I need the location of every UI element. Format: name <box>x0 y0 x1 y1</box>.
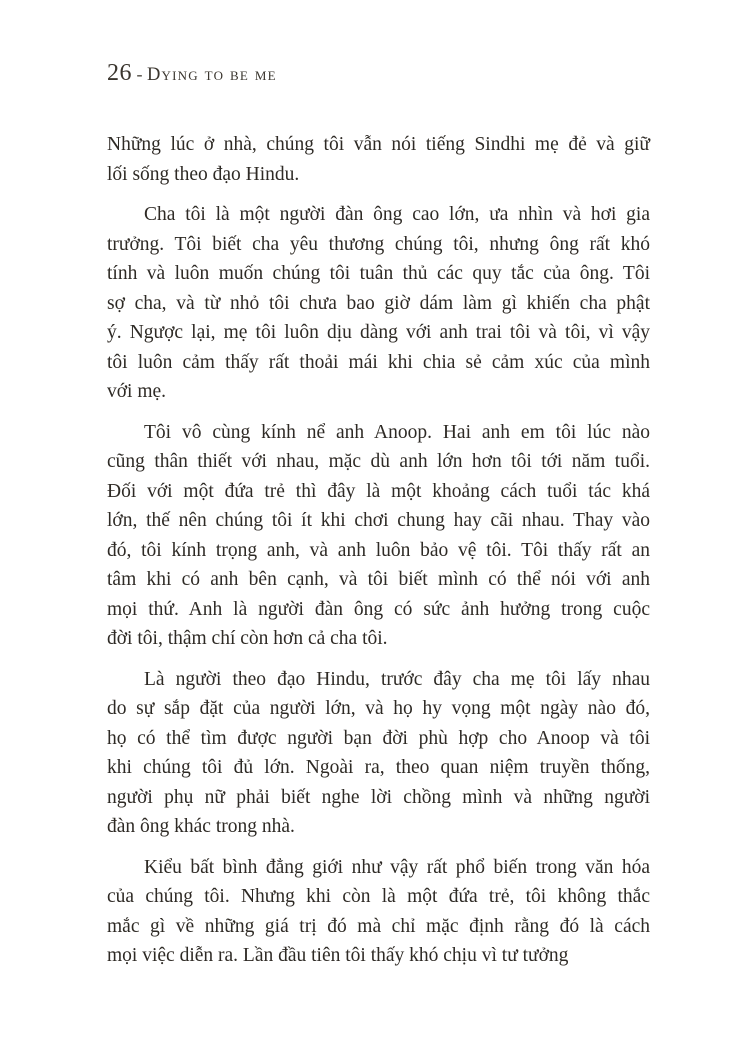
paragraph <box>107 418 650 654</box>
paragraph <box>107 130 650 189</box>
running-header <box>107 60 277 87</box>
text-line: người phụ nữ phải biết nghe lời chồng mình và những người <box>107 786 650 808</box>
text-line: mắc gì về những giá trị đó mà chỉ mặc định rằng đó là cách <box>107 915 650 937</box>
text-line: tâm khi có anh bên cạnh, và tôi biết mình có thể nói với anh <box>107 569 650 590</box>
text-line: của chúng tôi. Nhưng khi còn là một đứa trẻ, tôi không thắc <box>107 886 650 907</box>
paragraph <box>107 665 650 842</box>
text-line: Kiểu bất bình đẳng giới như vậy rất phổ biến trong văn hóa <box>144 856 650 878</box>
text-line: ý. Ngược lại, mẹ tôi luôn dịu dàng với anh trai tôi và tôi, vì vậy <box>107 322 650 343</box>
text-line: mọi thứ. Anh là người đàn ông có sức ảnh hưởng trong cuộc <box>107 598 650 620</box>
paragraph <box>107 200 650 407</box>
text-line: Những lúc ở nhà, chúng tôi vẫn nói tiếng Sindhi mẹ đẻ và giữ <box>107 134 650 155</box>
text-line: tôi luôn cảm thấy rất thoải mái khi chia sẻ cảm xúc của mình <box>107 351 650 373</box>
text-line: mọi việc diễn ra. Lần đầu tiên tôi thấy khó chịu vì tư tưởng <box>107 945 569 966</box>
text-line: trưởng. Tôi biết cha yêu thương chúng tôi, nhưng ông rất khó <box>107 233 650 255</box>
text-line: Là người theo đạo Hindu, trước đây cha mẹ tôi lấy nhau <box>144 668 650 690</box>
text-line: lối sống theo đạo Hindu. <box>107 163 300 185</box>
text-line: tính và luôn muốn chúng tôi tuân thủ các quy tắc của ông. Tôi <box>107 263 650 284</box>
text-line: cũng thân thiết với nhau, mặc dù anh lớn hơn tôi tới năm tuổi. <box>107 451 650 472</box>
text-line: với mẹ. <box>107 381 167 402</box>
book-title: Dying to be me <box>147 65 277 85</box>
text-line: họ có thể tìm được người bạn đời phù hợp cho Anoop và tôi <box>107 727 650 749</box>
text-line: khi chúng tôi đủ lớn. Ngoài ra, theo quan niệm truyền thống, <box>107 757 650 778</box>
text-line: đó, tôi kính trọng anh, và anh luôn bảo vệ tôi. Tôi thấy rất an <box>107 539 650 561</box>
page-number: 26 <box>107 60 132 86</box>
text-line: sợ cha, và từ nhỏ tôi chưa bao giờ dám làm gì khiến cha phật <box>107 292 650 314</box>
header-separator: - <box>132 64 147 84</box>
text-line: Đối với một đứa trẻ thì đây là một khoảng cách tuổi tác khá <box>107 480 650 502</box>
text-line: Cha tôi là một người đàn ông cao lớn, ưa nhìn và hơi gia <box>144 204 650 225</box>
text-line: đời tôi, thậm chí còn hơn cả cha tôi. <box>107 628 388 649</box>
page-body <box>107 130 650 982</box>
text-line: Tôi vô cùng kính nể anh Anoop. Hai anh em tôi lúc nào <box>144 421 650 443</box>
paragraph <box>107 853 650 971</box>
text-line: lớn, thế nên chúng tôi ít khi chơi chung hay cãi nhau. Thay vào <box>107 510 650 531</box>
text-line: do sự sắp đặt của người lớn, và họ hy vọng một ngày nào đó, <box>107 698 650 719</box>
text-line: đàn ông khác trong nhà. <box>107 816 295 837</box>
